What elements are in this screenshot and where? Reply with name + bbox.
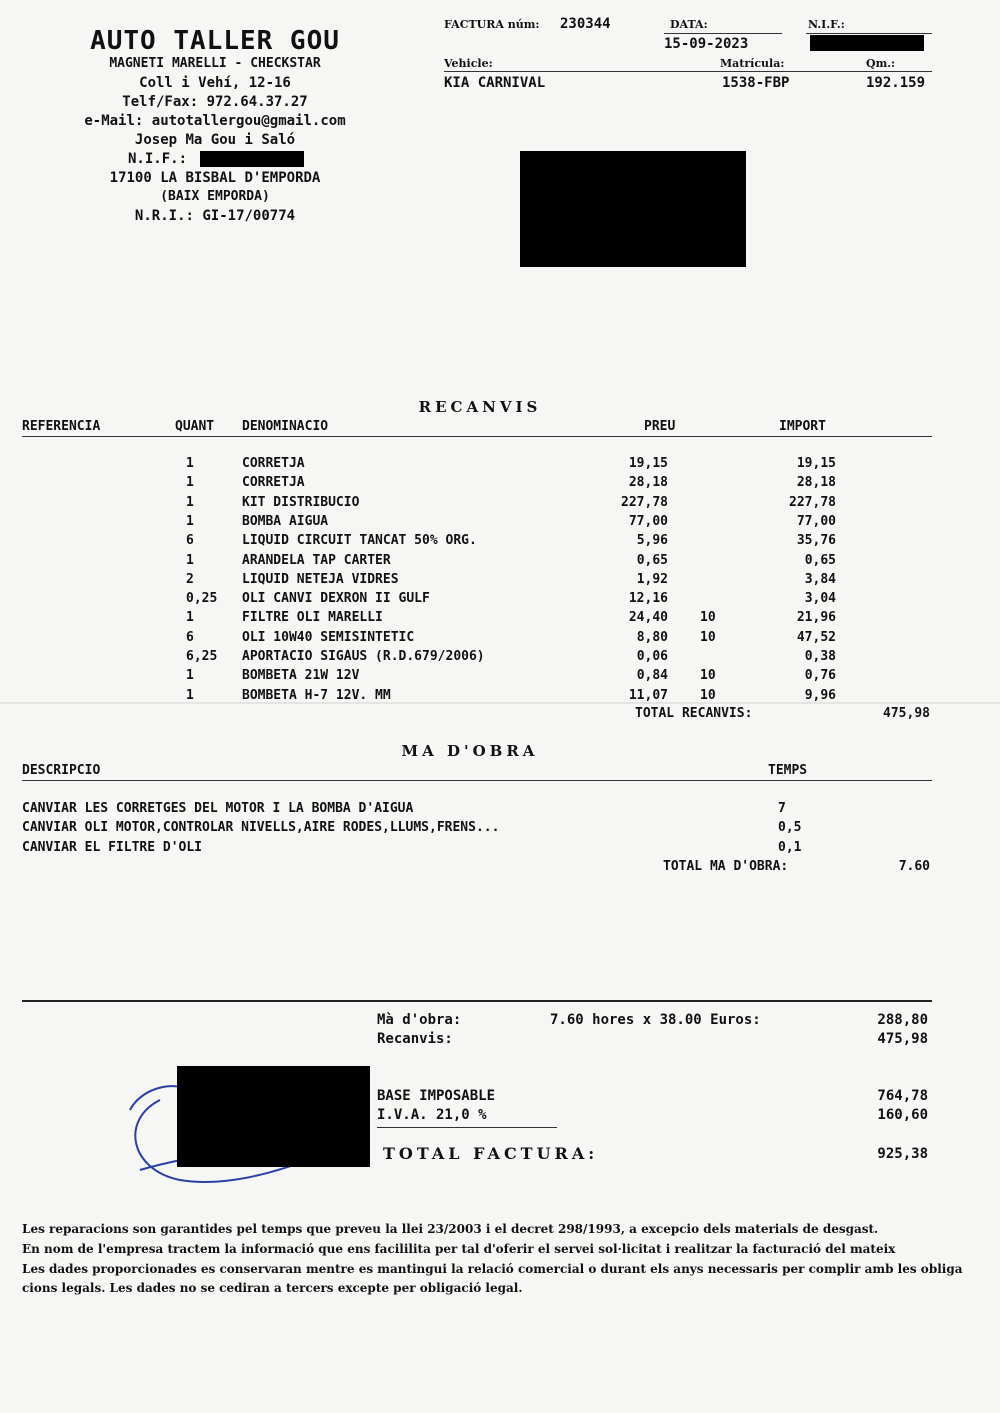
legal-line-4: cions legals. Les dades no se cediran a tercers excepte per obligació legal. xyxy=(22,1281,523,1295)
row-denominacio: FILTRE OLI MARELLI xyxy=(242,610,383,625)
matricula-label: Matrícula: xyxy=(720,57,785,70)
vehicle-label: Vehicle: xyxy=(444,57,493,70)
company-subtitle: MAGNETI MARELLI - CHECKSTAR xyxy=(109,56,321,71)
recanvis-title: RECANVIS xyxy=(418,398,542,416)
km-label: Qm.: xyxy=(866,57,896,70)
header-descripcio: DESCRIPCIO xyxy=(22,763,101,778)
base-imposable-label: BASE IMPOSABLE xyxy=(377,1088,496,1104)
redacted-client-nif xyxy=(810,35,924,51)
total-recanvis-value: 475,98 xyxy=(883,706,930,721)
row-quant: 1 xyxy=(186,514,194,529)
legal-line-3: Les dades proporcionades es conservaran mentre es mantingui la relació comercial o durant els anys necessaris per complir amb les obliga xyxy=(22,1262,963,1276)
header-quant: QUANT xyxy=(175,419,215,434)
summary-ma-obra-label: Mà d'obra: xyxy=(377,1012,462,1028)
row-preu: 8,80 xyxy=(636,630,668,645)
company-email: e-Mail: autotallergou@gmail.com xyxy=(84,113,346,129)
matricula-value: 1538-FBP xyxy=(722,75,790,91)
row-descompte: 10 xyxy=(700,668,716,683)
company-nri: N.R.I.: GI-17/00774 xyxy=(134,208,296,224)
row-preu: 11,07 xyxy=(628,688,668,703)
row-quant: 0,25 xyxy=(186,591,218,606)
data-label: DATA: xyxy=(670,18,708,31)
row-preu: 5,96 xyxy=(636,533,668,548)
row-descripcio: CANVIAR EL FILTRE D'OLI xyxy=(22,840,203,855)
company-city: 17100 LA BISBAL D'EMPORDA xyxy=(109,170,321,186)
header-temps: TEMPS xyxy=(768,763,808,778)
total-factura-value: 925,38 xyxy=(877,1146,928,1162)
row-quant: 6 xyxy=(186,630,194,645)
vehicle-value: KIA CARNIVAL xyxy=(444,75,546,91)
legal-line-2: En nom de l'empresa tractem la informació que ens facililita per tal d'oferir el servei sol·licitat i realitzar la facturació del mateix xyxy=(22,1242,896,1256)
row-temps: 0,5 xyxy=(778,820,802,835)
row-denominacio: CORRETJA xyxy=(242,475,305,490)
row-temps: 7 xyxy=(778,801,786,816)
company-address: Coll i Vehí, 12-16 xyxy=(139,75,291,91)
row-import: 35,76 xyxy=(796,533,836,548)
header-denominacio: DENOMINACIO xyxy=(242,419,329,434)
row-denominacio: OLI 10W40 SEMISINTETIC xyxy=(242,630,415,645)
header-referencia: REFERENCIA xyxy=(22,419,101,434)
row-denominacio: BOMBETA 21W 12V xyxy=(242,668,360,683)
row-import: 28,18 xyxy=(796,475,836,490)
iva-value: 160,60 xyxy=(877,1107,928,1123)
base-imposable-value: 764,78 xyxy=(877,1088,928,1104)
row-preu: 0,65 xyxy=(636,553,668,568)
row-preu: 28,18 xyxy=(628,475,668,490)
header-preu: PREU xyxy=(644,419,676,434)
row-quant: 6 xyxy=(186,533,194,548)
row-preu: 19,15 xyxy=(628,456,668,471)
row-descompte: 10 xyxy=(700,610,716,625)
row-descompte: 10 xyxy=(700,630,716,645)
paper-fold xyxy=(0,702,1000,704)
row-temps: 0,1 xyxy=(778,840,802,855)
row-quant: 1 xyxy=(186,456,194,471)
row-import: 9,96 xyxy=(804,688,836,703)
row-import: 0,38 xyxy=(804,649,836,664)
company-phone: Telf/Fax: 972.64.37.27 xyxy=(122,94,308,110)
factura-label: FACTURA núm: xyxy=(444,18,540,31)
row-denominacio: LIQUID NETEJA VIDRES xyxy=(242,572,399,587)
redacted-company-nif xyxy=(200,151,304,167)
row-denominacio: KIT DISTRIBUCIO xyxy=(242,495,360,510)
company-owner: Josep Ma Gou i Saló xyxy=(134,132,296,148)
row-preu: 77,00 xyxy=(628,514,668,529)
header-import: IMPORT xyxy=(779,419,826,434)
row-preu: 24,40 xyxy=(628,610,668,625)
summary-recanvis-value: 475,98 xyxy=(877,1031,928,1047)
row-denominacio: CORRETJA xyxy=(242,456,305,471)
company-region: (BAIX EMPORDA) xyxy=(160,189,270,204)
total-ma-obra-label: TOTAL MA D'OBRA: xyxy=(663,859,789,874)
row-preu: 12,16 xyxy=(628,591,668,606)
company-name: AUTO TALLER GOU xyxy=(90,26,340,56)
company-nif-label: N.I.F.: xyxy=(128,151,188,167)
row-denominacio: ARANDELA TAP CARTER xyxy=(242,553,391,568)
total-recanvis-label: TOTAL RECANVIS: xyxy=(635,706,753,721)
legal-line-1: Les reparacions son garantides pel temps que preveu la llei 23/2003 i el decret 298/1993, a excepcio dels materials de desgast. xyxy=(22,1222,879,1236)
row-denominacio: APORTACIO SIGAUS (R.D.679/2006) xyxy=(242,649,485,664)
row-import: 0,76 xyxy=(804,668,836,683)
row-import: 19,15 xyxy=(796,456,836,471)
row-quant: 6,25 xyxy=(186,649,218,664)
row-denominacio: BOMBETA H-7 12V. MM xyxy=(242,688,391,703)
summary-ma-obra-value: 288,80 xyxy=(877,1012,928,1028)
row-import: 3,84 xyxy=(804,572,836,587)
row-descompte: 10 xyxy=(700,688,716,703)
row-import: 21,96 xyxy=(796,610,836,625)
row-import: 3,04 xyxy=(804,591,836,606)
row-import: 77,00 xyxy=(796,514,836,529)
row-import: 47,52 xyxy=(796,630,836,645)
row-quant: 1 xyxy=(186,610,194,625)
row-denominacio: OLI CANVI DEXRON II GULF xyxy=(242,591,430,606)
row-import: 0,65 xyxy=(804,553,836,568)
row-quant: 1 xyxy=(186,553,194,568)
iva-label: I.V.A. 21,0 % xyxy=(377,1107,487,1123)
row-import: 227,78 xyxy=(789,495,836,510)
factura-number: 230344 xyxy=(560,16,611,32)
client-nif-label: N.I.F.: xyxy=(808,18,845,31)
row-preu: 0,84 xyxy=(636,668,668,683)
row-denominacio: LIQUID CIRCUIT TANCAT 50% ORG. xyxy=(242,533,477,548)
row-preu: 0,06 xyxy=(636,649,668,664)
summary-recanvis-label: Recanvis: xyxy=(377,1031,453,1047)
km-value: 192.159 xyxy=(866,75,926,91)
redacted-client-address xyxy=(520,151,746,267)
total-ma-obra-value: 7.60 xyxy=(898,859,930,874)
row-descripcio: CANVIAR LES CORRETGES DEL MOTOR I LA BOMBA D'AIGUA xyxy=(22,801,414,816)
row-descripcio: CANVIAR OLI MOTOR,CONTROLAR NIVELLS,AIRE RODES,LLUMS,FRENS... xyxy=(22,820,500,835)
row-quant: 1 xyxy=(186,495,194,510)
row-quant: 1 xyxy=(186,668,194,683)
invoice-date: 15-09-2023 xyxy=(664,36,749,52)
row-quant: 1 xyxy=(186,688,194,703)
row-denominacio: BOMBA AIGUA xyxy=(242,514,329,529)
total-factura-label: TOTAL FACTURA: xyxy=(383,1144,599,1163)
row-preu: 1,92 xyxy=(636,572,668,587)
row-preu: 227,78 xyxy=(621,495,668,510)
summary-ma-obra-calc: 7.60 hores x 38.00 Euros: xyxy=(550,1012,761,1028)
redacted-stamp xyxy=(177,1066,370,1167)
row-quant: 1 xyxy=(186,475,194,490)
row-quant: 2 xyxy=(186,572,194,587)
ma-obra-title: MA D'OBRA xyxy=(401,742,539,760)
